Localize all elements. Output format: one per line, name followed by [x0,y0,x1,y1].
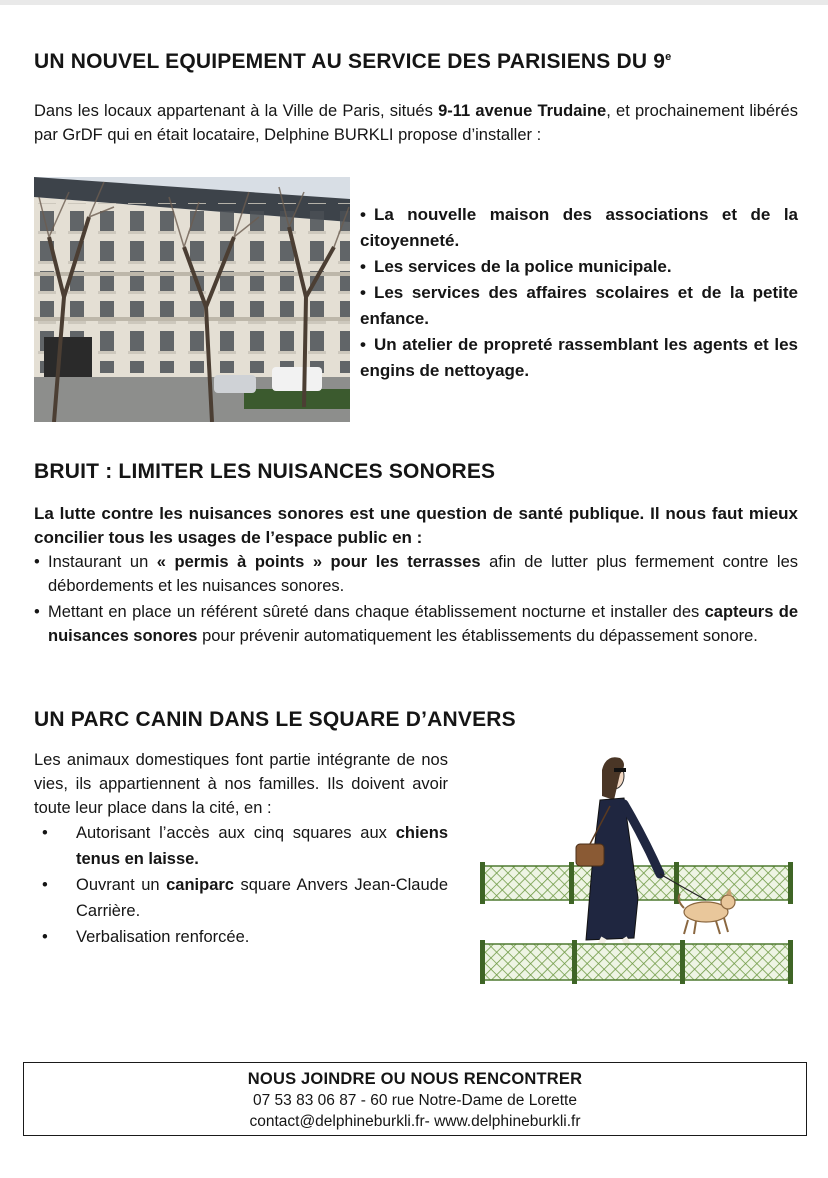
section2-list [34,550,798,648]
contact-email-website: contact@delphineburkli.fr- www.delphineburkli.fr [249,1113,581,1130]
list-item: • Instaurant un « permis à points » pour les terrasses afin de lutter plus fermement contre les débordements et les nuisances sonores. [34,550,798,598]
section3-title: UN PARC CANIN DANS LE SQUARE D’ANVERS [34,708,516,731]
list-item: • Les services des affaires scolaires et de la petite enfance. [360,280,798,332]
section2-intro: La lutte contre les nuisances sonores est une question de santé publique. Il nous faut mieux concilier tous les usages de l’espace public en : [34,504,798,547]
contact-phone-address: 07 53 83 06 87 - 60 rue Notre-Dame de Lorette [253,1092,577,1109]
list-item: • La nouvelle maison des associations et de la citoyenneté. [360,202,798,254]
woman-walking-dog-illustration [474,748,804,988]
contact-title: NOUS JOINDRE OU NOUS RENCONTRER [247,1070,583,1088]
list-item: • Un atelier de propreté rassemblant les agents et les engins de nettoyage. [360,332,798,384]
section1-intro: Dans les locaux appartenant à la Ville de Paris, situés 9-11 avenue Trudaine, et prochainement libérés par GrDF qui en était locataire, Delphine BURKLI propose d’installer : [34,102,798,144]
list-item: • Autorisant l’accès aux cinq squares aux chiens tenus en laisse. [34,820,448,872]
list-item: • Ouvrant un caniparc square Anvers Jean-Claude Carrière. [34,872,448,924]
list-item: • Mettant en place un référent sûreté dans chaque établissement nocturne et installer des capteurs de nuisances sonores pour prévenir automatiquement les établissements du dépassement sonore. [34,600,798,648]
section1-title: UN NOUVEL EQUIPEMENT AU SERVICE DES PARISIENS DU 9e [34,50,672,73]
section1-list [360,202,798,384]
list-item: • Les services de la police municipale. [360,254,798,280]
section3-intro: Les animaux domestiques font partie intégrante de nos vies, ils appartiennent à nos familles. Ils doivent avoir toute leur place dans la cité, en : [34,751,448,817]
building-photo [34,177,350,422]
section2-title: BRUIT : LIMITER LES NUISANCES SONORES [34,460,496,483]
section3-list [34,820,448,950]
list-item: • Verbalisation renforcée. [34,924,448,950]
top-edge-strip [0,0,828,5]
contact-box [23,1062,807,1136]
